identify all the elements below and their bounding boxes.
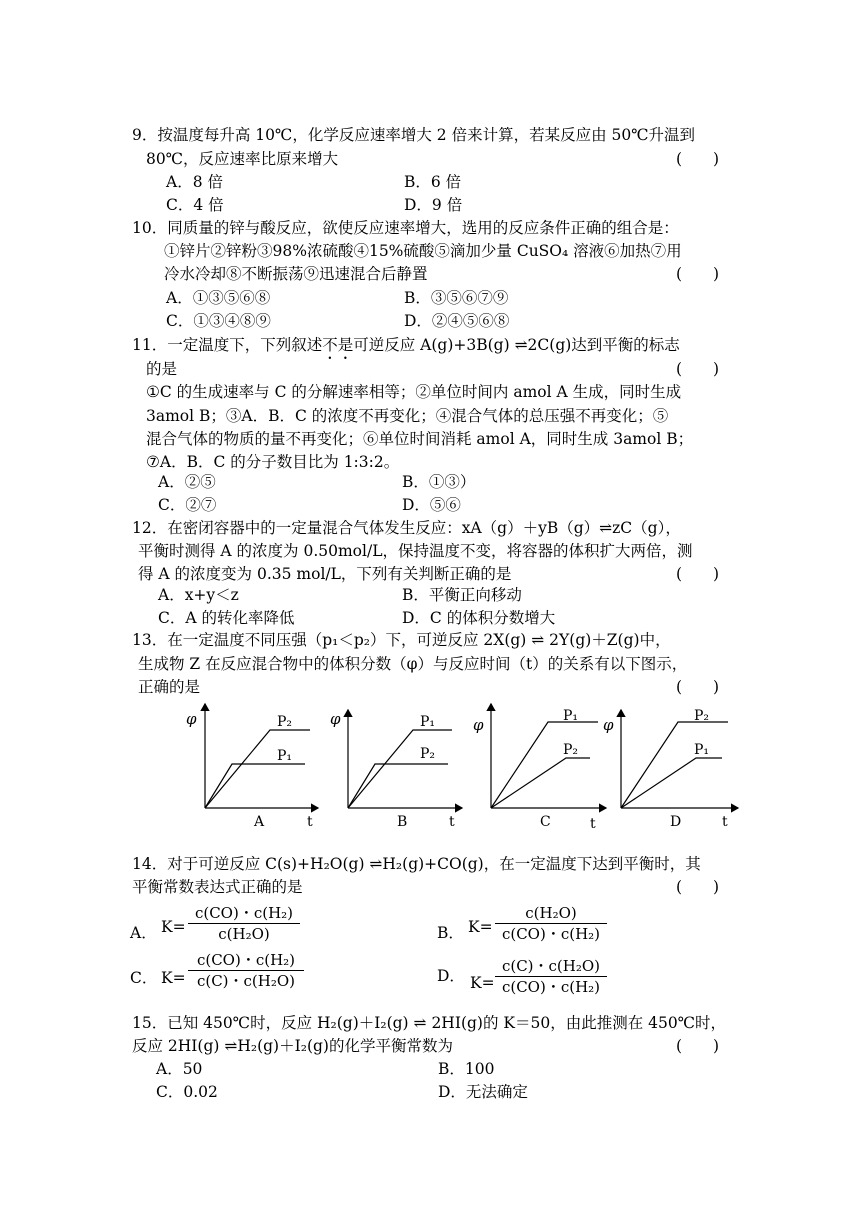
q15-option-c[interactable]: C．0.02 xyxy=(156,1083,218,1101)
graph-c-upper-curve xyxy=(491,722,598,808)
q14-option-c-denominator: c(C)・c(H₂O) xyxy=(196,972,296,990)
q9-stem-line2: 80℃，反应速率比原来增大 xyxy=(146,150,339,168)
q14-option-d-denominator: c(CO)・c(H₂) xyxy=(501,978,601,996)
q10-stem-line2: ①锌片②锌粉③98%浓硫酸④15%硫酸⑤滴加少量 CuSO₄ 溶液⑥加热⑦用 xyxy=(164,242,682,260)
q9-option-d[interactable]: D．9 倍 xyxy=(404,196,463,214)
q9-stem-line1: 9．按温度每升高 10℃，化学反应速率增大 2 倍来计算，若某反应由 50℃升温到 xyxy=(132,126,696,144)
graph-b[interactable] xyxy=(330,710,462,830)
q11-stem-line4: 3amol B；③A．B．C 的浓度不再变化；④混合气体的总压强不再变化；⑤ xyxy=(146,407,669,425)
graph-a[interactable] xyxy=(186,704,318,830)
graph-d-lower-curve xyxy=(621,758,722,808)
q14-option-d-label[interactable]: D． xyxy=(437,967,465,985)
q12-option-d[interactable]: D．C 的体积分数增大 xyxy=(402,609,556,627)
q10-option-a[interactable]: A．①③⑤⑥⑧ xyxy=(166,289,271,307)
graph-b-t: t xyxy=(449,814,455,830)
q11-emphasis-not: 不是 xyxy=(322,336,354,354)
q14-option-b-k: K= xyxy=(468,918,493,936)
q12-stem-line1: 12．在密闭容器中的一定量混合气体发生反应：xA（g）＋yB（g）⇌zC（g）， xyxy=(132,519,681,537)
q14-option-a-fraction[interactable] xyxy=(188,903,300,944)
q11-option-c[interactable]: C．②⑦ xyxy=(158,496,217,514)
q11-stem-line3: ①C 的生成速率与 C 的分解速率相等；②单位时间内 amol A 生成，同时生成 xyxy=(146,383,682,401)
q14-option-c-fraction[interactable] xyxy=(188,950,304,991)
q14-option-a-k: K= xyxy=(161,918,186,936)
q13-stem-line2: 生成物 Z 在反应混合物中的体积分数（φ）与反应时间（t）的关系有以下图示， xyxy=(138,655,688,673)
graph-a-upper-curve xyxy=(205,730,310,808)
q14-option-d-fraction[interactable] xyxy=(495,956,607,997)
q14-option-d-numerator: c(C)・c(H₂O) xyxy=(501,957,601,975)
q11-stem-line5: 混合气体的物质的量不再变化；⑥单位时间消耗 amol A，同时生成 3amol B； xyxy=(146,430,694,448)
q11-stem-part1: 11．一定温度下，下列叙述 xyxy=(132,336,323,354)
graph-c-t: t xyxy=(590,816,596,832)
q9-option-c[interactable]: C．4 倍 xyxy=(166,196,224,214)
q11-option-d[interactable]: D．⑤⑥ xyxy=(402,496,461,514)
graph-d[interactable] xyxy=(603,708,738,830)
graph-c-letter: C xyxy=(540,814,551,830)
q14-option-b-label[interactable]: B． xyxy=(437,924,464,942)
q14-option-c-numerator: c(CO)・c(H₂) xyxy=(196,951,296,969)
q9-option-a[interactable]: A．8 倍 xyxy=(166,173,223,191)
q11-option-b[interactable]: B．①③） xyxy=(402,473,476,491)
q11-answer-paren[interactable]: ( ) xyxy=(676,360,720,378)
q11-stem-line2: 的是 xyxy=(146,360,178,378)
q12-stem-line2: 平衡时测得 A 的浓度为 0.50mol/L，保持温度不变，将容器的体积扩大两倍，测 xyxy=(138,542,693,560)
q14-option-b-numerator: c(H₂O) xyxy=(525,904,577,922)
q11-option-a[interactable]: A．②⑤ xyxy=(158,473,216,491)
graph-c-upper-label: P₁ xyxy=(563,708,579,724)
graph-c-lower-label: P₂ xyxy=(563,742,579,758)
q9-option-b[interactable]: B．6 倍 xyxy=(404,173,462,191)
graph-c-phi: φ xyxy=(473,716,484,734)
q14-option-c-label[interactable]: C． xyxy=(130,969,158,987)
graph-d-t: t xyxy=(722,814,728,830)
graph-b-upper-label: P₁ xyxy=(420,714,436,730)
q15-stem-line2: 反应 2HI(g) ⇌H₂(g)＋I₂(g)的化学平衡常数为 xyxy=(132,1037,453,1055)
q15-stem-line1: 15．已知 450℃时，反应 H₂(g)＋I₂(g) ⇌ 2HI(g)的 K＝50，由此推测在 450℃时， xyxy=(132,1014,727,1032)
graph-a-letter: A xyxy=(254,814,265,830)
graph-a-upper-label: P₂ xyxy=(277,714,293,730)
q10-option-c[interactable]: C．①③④⑧⑨ xyxy=(166,312,271,330)
q14-answer-paren[interactable]: ( ) xyxy=(676,878,720,896)
q15-option-b[interactable]: B．100 xyxy=(438,1060,495,1078)
q11-stem-line6: ⑦A．B．C 的分子数目比为 1:3:2。 xyxy=(146,453,400,471)
q14-option-a-numerator: c(CO)・c(H₂) xyxy=(194,904,294,922)
q12-answer-paren[interactable]: ( ) xyxy=(676,565,720,583)
q14-option-a-label[interactable]: A． xyxy=(130,924,157,942)
q14-option-b-fraction[interactable] xyxy=(495,903,607,944)
q10-option-d[interactable]: D．②④⑤⑥⑧ xyxy=(404,312,510,330)
q12-option-c[interactable]: C．A 的转化率降低 xyxy=(158,609,295,627)
q12-option-a[interactable]: A．x+y＜z xyxy=(158,586,239,604)
q12-option-b[interactable]: B．平衡正向移动 xyxy=(402,586,522,604)
graph-a-phi: φ xyxy=(186,710,197,728)
q10-stem-line3: 冷水冷却⑧不断振荡⑨迅速混合后静置 xyxy=(164,265,428,283)
graph-a-lower-curve xyxy=(205,764,305,808)
graph-c-lower-curve xyxy=(491,758,590,808)
q14-option-d-k: K= xyxy=(470,974,495,992)
q10-option-b[interactable]: B．③⑤⑥⑦⑨ xyxy=(404,289,509,307)
q12-stem-line3: 得 A 的浓度变为 0.35 mol/L，下列有关判断正确的是 xyxy=(138,565,512,583)
q15-option-d[interactable]: D．无法确定 xyxy=(438,1083,528,1101)
graph-b-lower-curve xyxy=(348,764,448,808)
q13-stem-line3: 正确的是 xyxy=(138,678,201,696)
graph-d-phi: φ xyxy=(603,716,614,734)
q11-stem-part2: 可逆反应 A(g)+3B(g) ⇌2C(g)达到平衡的标志 xyxy=(353,336,680,354)
q10-answer-paren[interactable]: ( ) xyxy=(676,265,720,283)
q14-stem-line2: 平衡常数表达式正确的是 xyxy=(132,878,303,896)
q13-stem-line1: 13．在一定温度不同压强（p₁＜p₂）下，可逆反应 2X(g) ⇌ 2Y(g)＋Z(g)中， xyxy=(132,631,671,649)
graph-a-lower-label: P₁ xyxy=(277,748,293,764)
graph-b-letter: B xyxy=(397,814,408,830)
q14-option-a-denominator: c(H₂O) xyxy=(218,925,270,943)
graph-b-upper-curve xyxy=(348,730,452,808)
q14-option-c-k: K= xyxy=(161,969,186,987)
graph-d-letter: D xyxy=(670,814,682,830)
q15-answer-paren[interactable]: ( ) xyxy=(676,1037,720,1055)
q13-answer-paren[interactable]: ( ) xyxy=(676,678,720,696)
q10-stem-line1: 10．同质量的锌与酸反应，欲使反应速率增大，选用的反应条件正确的组合是： xyxy=(132,219,679,237)
graph-b-lower-label: P₂ xyxy=(420,746,436,762)
q14-stem-line1: 14．对于可逆反应 C(s)+H₂O(g) ⇌H₂(g)+CO(g)，在一定温度下达到平衡时，其 xyxy=(132,855,701,873)
graph-c[interactable] xyxy=(473,704,606,832)
graph-a-t: t xyxy=(307,814,313,830)
graph-d-upper-curve xyxy=(621,722,728,808)
q15-option-a[interactable]: A．50 xyxy=(156,1060,203,1078)
q9-answer-paren[interactable]: ( ) xyxy=(676,150,720,168)
q14-option-b-denominator: c(CO)・c(H₂) xyxy=(501,925,601,943)
graph-b-phi: φ xyxy=(330,710,341,728)
graph-d-lower-label: P₁ xyxy=(694,742,710,758)
graph-d-upper-label: P₂ xyxy=(694,708,710,724)
